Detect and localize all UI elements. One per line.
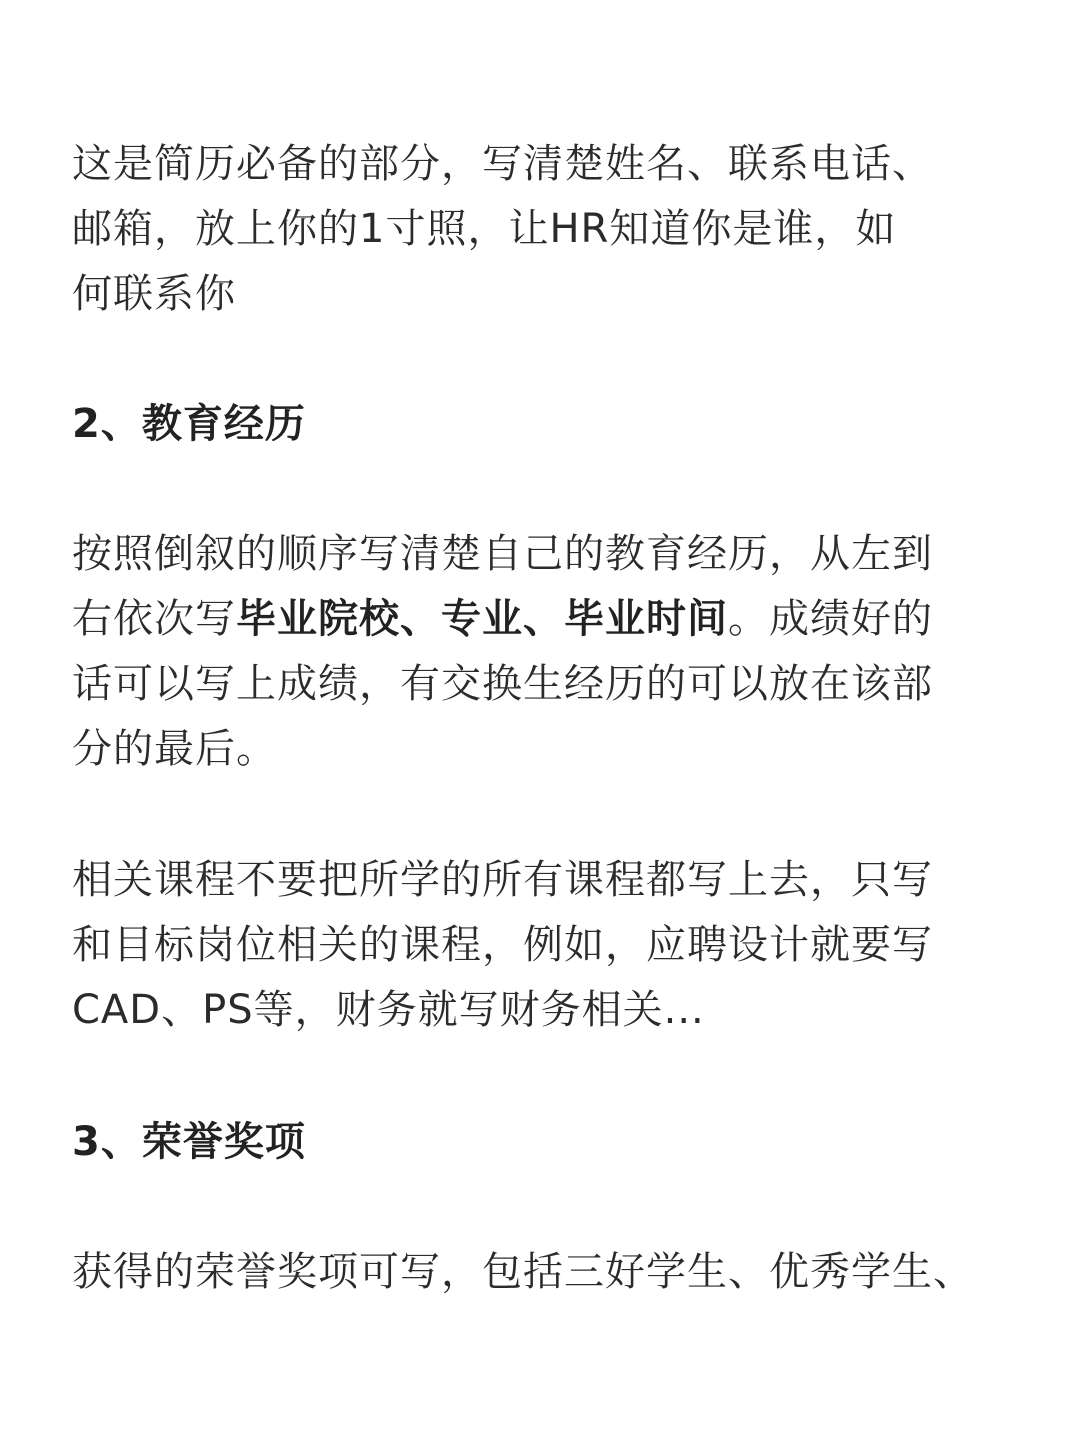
bold-separator-1: 、 (400, 596, 441, 642)
bold-separator-2: 、 (523, 596, 564, 642)
education-line-2 (72, 587, 1012, 652)
bold-school: 毕业院校 (236, 596, 400, 642)
honors-line-1: 获得的荣誉奖项可写，包括三好学生、优秀学生、 (72, 1249, 974, 1295)
education-line-2-suffix: 。成绩好的 (728, 596, 933, 642)
education-line-1: 按照倒叙的顺序写清楚自己的教育经历，从左到 (72, 531, 933, 577)
courses-line-1: 相关课程不要把所学的所有课程都写上去，只写 (72, 857, 933, 903)
honors-paragraph (72, 1240, 1012, 1305)
education-line-4: 分的最后。 (72, 726, 277, 772)
courses-line-2: 和目标岗位相关的课程，例如，应聘设计就要写 (72, 922, 933, 968)
education-line-2-prefix: 右依次写 (72, 596, 236, 642)
section-3-title: 3、荣誉奖项 (72, 1119, 306, 1165)
bold-major: 专业 (441, 596, 523, 642)
intro-paragraph (72, 132, 1012, 327)
section-2-title: 2、教育经历 (72, 401, 306, 447)
bold-graduation-time: 毕业时间 (564, 596, 728, 642)
intro-line-2: 邮箱，放上你的1寸照，让HR知道你是谁，如 (72, 206, 897, 252)
courses-line-3: CAD、PS等，财务就写财务相关... (72, 987, 705, 1033)
education-line-3: 话可以写上成绩，有交换生经历的可以放在该部 (72, 661, 933, 707)
intro-line-1: 这是简历必备的部分，写清楚姓名、联系电话、 (72, 141, 933, 187)
intro-line-3: 何联系你 (72, 271, 236, 317)
courses-paragraph (72, 848, 1012, 1043)
education-paragraph (72, 522, 1012, 782)
